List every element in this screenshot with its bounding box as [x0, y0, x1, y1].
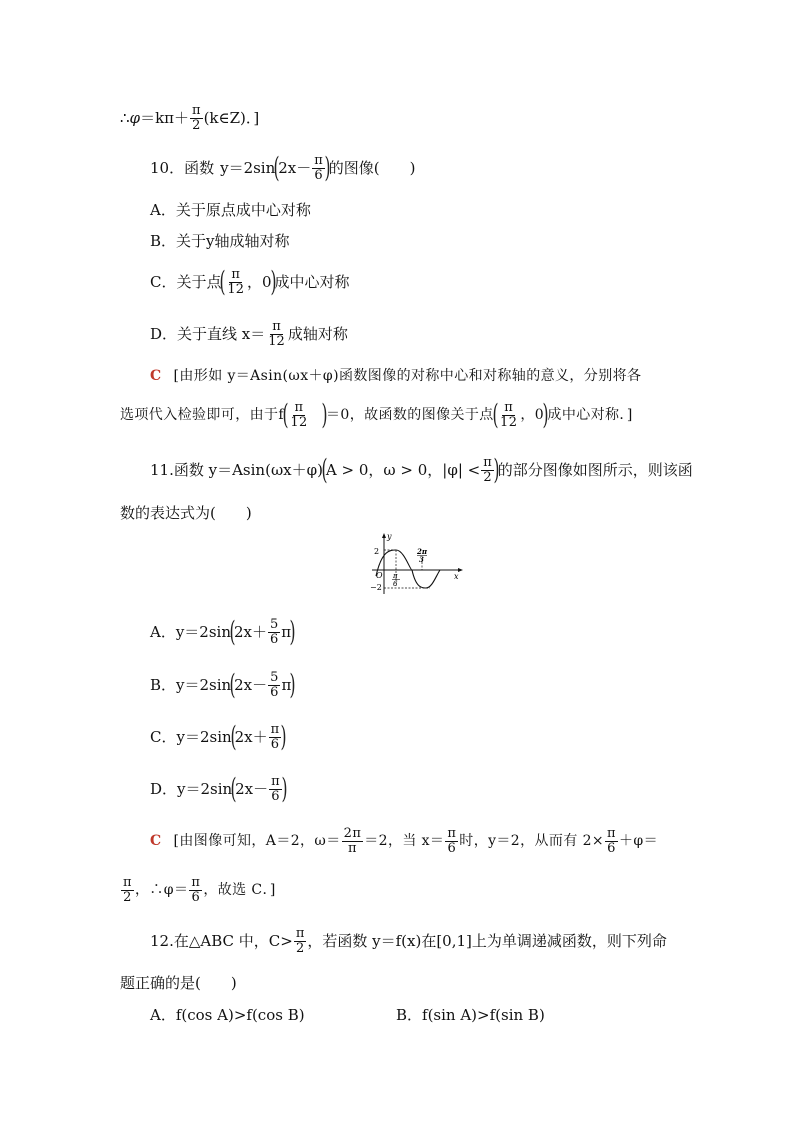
q12-option-b: B．f(sin A)>f(sin B)	[396, 1005, 545, 1024]
pi-over-6-num: π	[393, 572, 398, 580]
two-pi-over-3-den: 3	[419, 555, 424, 564]
tick-neg2-label: −2	[370, 583, 382, 592]
tick-2-label: 2	[374, 547, 380, 556]
fraction: $\frac{2\pi}{\pi}$	[343, 825, 362, 856]
q12-option-a: A．f(cos A)>f(cos B)	[150, 1005, 305, 1024]
q10-answer-line2: 选项代入检验即可，由于f ( $\frac{\pi}{12}$ ) ＝0，故函数的图像关于点 ( $\frac{\pi}{12}$ ，0 ) 成中心对称．]	[120, 398, 633, 431]
fraction: $\frac{\pi}{2}$	[483, 454, 492, 485]
q10-stem: 10．函数 y＝2sin ( 2x－ $\frac{\pi}{6}$ ) 的图像( )	[150, 151, 416, 184]
pi-over-6-den: 6	[393, 580, 398, 588]
q11-option-c: C．y＝2sin ( 2x＋ $\frac{\pi}{6}$ )	[150, 720, 287, 753]
two-pi-over-3-num: 2π	[417, 547, 427, 556]
fraction: $\frac{5}{6}$	[270, 669, 279, 700]
q10-option-c: C．关于点 ( $\frac{\pi}{12}$ ，0 ) 成中心对称	[150, 265, 350, 298]
fraction: $\frac{\pi}{2}$	[123, 874, 132, 905]
q11-answer-line1: C [由图像可知，A＝2，ω＝ $\frac{2\pi}{\pi}$ ＝2，当 x＝ $\frac{\pi}{6}$ 时，y＝2，从而有 2× $\frac{\pi}{6}$ ＋φ＝	[150, 825, 658, 856]
q11-stem: 11.函数 y＝Asin(ωx＋φ) ( A > 0，ω > 0，|φ| < $\frac{\pi}{2}$ ) 的部分图像如图所示，则该函	[150, 453, 693, 486]
fraction: $\frac{\pi}{6}$	[271, 773, 280, 804]
x-axis-label: x	[454, 572, 459, 581]
fraction: $\frac{\pi}{6}$	[270, 721, 280, 752]
q10-option-b: B．关于y轴成轴对称	[150, 231, 290, 250]
fraction: $\frac{\pi}{12}$	[500, 399, 518, 430]
q10-option-a: A．关于原点成中心对称	[150, 200, 311, 219]
y-axis-label: y	[387, 532, 392, 541]
fraction: $\frac{\pi}{2}$	[192, 102, 201, 133]
q11-option-d: D．y＝2sin ( 2x－ $\frac{\pi}{6}$ )	[150, 772, 288, 805]
answer-letter: C	[150, 368, 162, 384]
x-axis-arrow	[458, 568, 463, 572]
origin-label: O	[376, 571, 383, 580]
fraction: $\frac{\pi}{12}$	[268, 318, 285, 349]
fraction: $\frac{\pi}{6}$	[447, 825, 457, 856]
therefore-symbol: ∴	[120, 108, 130, 127]
q11-option-b: B．y＝2sin ( 2x－ $\frac{5}{6}$ π )	[150, 668, 296, 701]
fraction: $\frac{\pi}{12}$	[227, 266, 244, 297]
fraction: $\frac{5}{6}$	[269, 616, 279, 647]
q11-stem-cont: 数的表达式为( )	[120, 503, 252, 522]
fraction: $\frac{\pi}{6}$	[314, 152, 323, 183]
y-axis-arrow	[382, 533, 386, 538]
sine-curve	[376, 550, 440, 588]
q11-answer-line2: $\frac{\pi}{2}$ ，∴φ＝ $\frac{\pi}{6}$ ，故选 C．]	[123, 874, 276, 905]
q10-answer-line1: C [由形如 y＝Asin(ωx＋φ)函数图像的对称中心和对称轴的意义，分别将各	[150, 368, 642, 384]
q10-option-d: D．关于直线 x＝ $\frac{\pi}{12}$ 成轴对称	[150, 318, 348, 349]
q11-option-a: A．y＝2sin ( 2x＋ $\frac{5}{6}$ π )	[150, 615, 296, 648]
answer-letter: C	[150, 833, 162, 849]
fraction: $\frac{\pi}{2}$	[295, 925, 305, 956]
q12-stem-cont: 题正确的是( )	[120, 973, 237, 992]
sine-graph	[364, 532, 468, 596]
fraction: $\frac{\pi}{6}$	[607, 825, 616, 856]
fraction: $\frac{\pi}{6}$	[191, 874, 201, 905]
fraction: $\frac{\pi}{12}$	[290, 399, 308, 430]
prev-answer-tail: ∴ φ ＝kπ＋ $\frac{\pi}{2}$ (k∈Z)．]	[120, 102, 260, 133]
q12-stem: 12.在△ABC 中，C> $\frac{\pi}{2}$ ，若函数 y＝f(x)在[0,1]上为单调递减函数，则下列命	[150, 925, 667, 956]
